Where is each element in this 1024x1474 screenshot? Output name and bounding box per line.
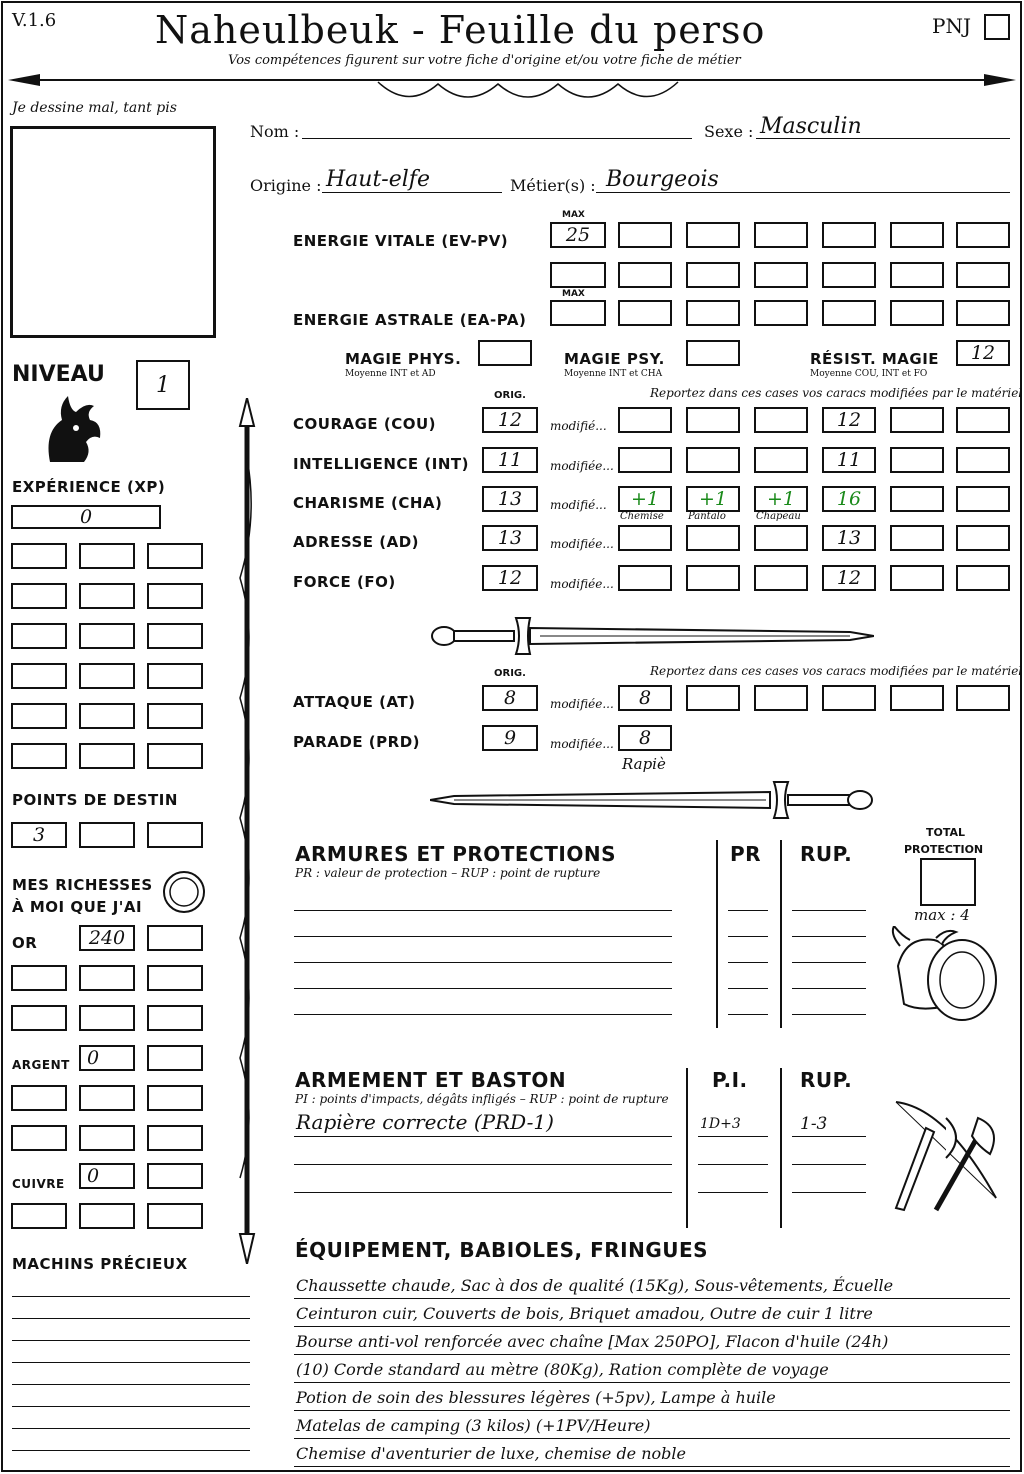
stat-modif-label: modifié...: [550, 498, 607, 512]
armor-rup-line[interactable]: [792, 1014, 866, 1015]
stat-orig-value: 12: [497, 567, 523, 589]
combat-cell-value: [824, 687, 874, 709]
resist-magie-value: 12: [970, 342, 996, 364]
ev-label: ENERGIE VITALE (EV-PV): [293, 232, 509, 250]
combat-cell[interactable]: [754, 685, 808, 711]
stats-report-note: Reportez dans ces cases vos caracs modifiées par le matériel: [650, 386, 1023, 400]
cuivre-value: 0: [87, 1165, 100, 1187]
machins-line[interactable]: [12, 1296, 250, 1297]
magie-phys-value: [480, 342, 530, 364]
argent-value: 0: [87, 1047, 100, 1069]
stat-cell[interactable]: [618, 407, 672, 433]
machins-line[interactable]: [12, 1406, 250, 1407]
ea-box-4[interactable]: [822, 300, 876, 326]
money-box[interactable]: [11, 1125, 67, 1151]
niveau-value: 1: [156, 372, 170, 398]
resist-magie-label: RÉSIST. MAGIE: [810, 350, 940, 368]
equip-line-text: Ceinturon cuir, Couverts de bois, Briquet amadou, Outre de cuir 1 litre: [296, 1304, 873, 1323]
stat-cell[interactable]: [754, 486, 808, 512]
portrait-caption: Je dessine mal, tant pis: [12, 100, 177, 116]
argent-box[interactable]: [79, 1045, 135, 1071]
argent-label: ARGENT: [12, 1058, 70, 1072]
money-box[interactable]: [147, 1203, 203, 1229]
armor-pr-line[interactable]: [728, 910, 768, 911]
weapons-title: ARMEMENT ET BASTON: [295, 1068, 567, 1092]
combat-cell[interactable]: [618, 685, 672, 711]
total-label-1: TOTAL: [926, 826, 966, 839]
money-box[interactable]: [147, 1125, 203, 1151]
origine-label: Origine :: [250, 176, 322, 195]
money-box[interactable]: [79, 1203, 135, 1229]
money-box[interactable]: [11, 1203, 67, 1229]
total-protection-box[interactable]: [920, 858, 976, 906]
pnj-checkbox[interactable]: [984, 14, 1010, 40]
weapons-divider-1: [686, 1068, 688, 1228]
or-box-2[interactable]: [147, 925, 203, 951]
sheet-subtitle: Vos compétences figurent sur votre fiche d'origine et/ou votre fiche de métier: [228, 53, 741, 68]
stat-cell-value: [688, 527, 738, 549]
armor-pr-label: PR: [730, 842, 762, 866]
combat-label: ATTAQUE (AT): [293, 693, 416, 711]
machins-line[interactable]: [12, 1340, 250, 1341]
magie-psy-value: [688, 342, 738, 364]
stat-orig-value: 13: [497, 527, 523, 549]
ev-box-5[interactable]: [890, 222, 944, 248]
weapon-rup: 1-3: [800, 1114, 828, 1134]
ea-box-5[interactable]: [890, 300, 944, 326]
weapon-name-line[interactable]: [294, 1136, 672, 1137]
stat-cell[interactable]: [956, 486, 1010, 512]
combat-label: PARADE (PRD): [293, 733, 421, 751]
equip-line[interactable]: [294, 1410, 1010, 1411]
magie-psy-note: Moyenne INT et CHA: [564, 369, 663, 379]
pnj-label: PNJ: [932, 14, 971, 38]
armor-divider-2: [780, 840, 782, 1028]
stat-cell[interactable]: [686, 565, 740, 591]
ev-extra-box-6[interactable]: [956, 262, 1010, 288]
xp-box[interactable]: [11, 583, 67, 609]
prd-note: Rapiè: [622, 755, 666, 773]
money-box[interactable]: [79, 1085, 135, 1111]
stat-orig-box[interactable]: [482, 525, 538, 551]
xp-box[interactable]: [147, 703, 203, 729]
money-box[interactable]: [147, 1085, 203, 1111]
stats-orig-label: ORIG.: [494, 390, 526, 401]
machins-line[interactable]: [12, 1362, 250, 1363]
money-box[interactable]: [11, 965, 67, 991]
weapons-divider-2: [780, 1068, 782, 1228]
stat-cell-value: [688, 449, 738, 471]
sexe-label: Sexe :: [704, 122, 754, 141]
magie-psy-box[interactable]: [686, 340, 740, 366]
armor-pr-line[interactable]: [728, 936, 768, 937]
money-box[interactable]: [147, 965, 203, 991]
combat-orig-value: 9: [503, 727, 517, 749]
combat-cell-value: 8: [638, 687, 652, 709]
stat-modif-label: modifié...: [550, 419, 607, 433]
stat-cell-value: 12: [836, 567, 862, 589]
weapons-pi-label: P.I.: [712, 1068, 748, 1092]
resist-magie-box[interactable]: [956, 340, 1010, 366]
stat-cell[interactable]: [686, 486, 740, 512]
sword-illustration: [430, 612, 874, 658]
combat-cell[interactable]: [890, 685, 944, 711]
money-box[interactable]: [11, 1085, 67, 1111]
stat-cell-value: [892, 449, 942, 471]
sexe-value: Masculin: [760, 114, 862, 139]
ev-extra-box-1[interactable]: [618, 262, 672, 288]
stat-cell-value: 12: [836, 409, 862, 431]
xp-box[interactable]: [79, 743, 135, 769]
machins-line[interactable]: [12, 1428, 250, 1429]
armor-pr-line[interactable]: [728, 962, 768, 963]
nom-label: Nom :: [250, 122, 300, 141]
ea-box-1[interactable]: [618, 300, 672, 326]
equip-line[interactable]: [294, 1466, 1010, 1467]
ev-max-label: MAX: [562, 210, 585, 220]
version-label: V.1.6: [12, 10, 57, 31]
stat-orig-box[interactable]: [482, 407, 538, 433]
xp-box[interactable]: [11, 543, 67, 569]
armor-rup-line[interactable]: [792, 936, 866, 937]
portrait-box[interactable]: [10, 126, 216, 338]
metier-label: Métier(s) :: [510, 176, 596, 195]
combat-report-note: Reportez dans ces cases vos caracs modifiées par le matériel: [650, 664, 1023, 678]
stat-cell-value: [892, 409, 942, 431]
stat-cell[interactable]: [822, 565, 876, 591]
armor-rup-line[interactable]: [792, 910, 866, 911]
metier-field[interactable]: [596, 192, 1010, 193]
ev-box-4[interactable]: [822, 222, 876, 248]
stat-orig-value: 12: [497, 409, 523, 431]
stat-cell-value: [756, 449, 806, 471]
or-value: 240: [88, 927, 126, 949]
combat-cell[interactable]: [956, 685, 1010, 711]
stat-label: COURAGE (COU): [293, 415, 437, 433]
stat-cell[interactable]: [754, 447, 808, 473]
destin-box-3[interactable]: [147, 822, 203, 848]
stat-modif-label: modifiée...: [550, 537, 614, 551]
equip-line[interactable]: [294, 1354, 1010, 1355]
stat-cell[interactable]: [956, 407, 1010, 433]
cuivre-box[interactable]: [79, 1163, 135, 1189]
weapon-pi-line[interactable]: [698, 1164, 768, 1165]
ev-extra-box-2[interactable]: [686, 262, 740, 288]
stat-cell-value: [688, 567, 738, 589]
stat-cell[interactable]: [618, 565, 672, 591]
stat-cell[interactable]: [956, 525, 1010, 551]
stat-cell-value: [620, 449, 670, 471]
stat-cell[interactable]: [890, 447, 944, 473]
helmet-shield-icon: [890, 926, 1002, 1030]
stat-cell-value: [892, 488, 942, 510]
armor-rup-label: RUP.: [800, 842, 853, 866]
combat-orig-box[interactable]: [482, 685, 538, 711]
cuivre-box-2[interactable]: [147, 1163, 203, 1189]
stat-cell[interactable]: [618, 486, 672, 512]
xp-box[interactable]: [11, 703, 67, 729]
stat-cell-value: [958, 409, 1008, 431]
ev-box-6[interactable]: [956, 222, 1010, 248]
machins-line[interactable]: [12, 1450, 250, 1451]
ev-max-box[interactable]: [550, 222, 606, 248]
machins-line[interactable]: [12, 1384, 250, 1385]
armor-pr-line[interactable]: [728, 988, 768, 989]
destin-label: POINTS DE DESTIN: [12, 791, 178, 809]
stat-cell-value: [958, 527, 1008, 549]
ea-box-6[interactable]: [956, 300, 1010, 326]
xp-value: 0: [79, 506, 93, 528]
stat-cell[interactable]: [890, 486, 944, 512]
stat-cell-value: [958, 488, 1008, 510]
sheet-title: Naheulbeuk - Feuille du perso: [155, 8, 766, 52]
weapon-rup-line[interactable]: [792, 1136, 866, 1137]
richesses-label-1: MES RICHESSES: [12, 876, 153, 894]
equip-line[interactable]: [294, 1382, 1010, 1383]
stat-cell[interactable]: [686, 525, 740, 551]
equip-line-text: Potion de soin des blessures légères (+5pv), Lampe à huile: [296, 1388, 776, 1407]
stat-label: ADRESSE (AD): [293, 533, 420, 551]
stat-label: CHARISME (CHA): [293, 494, 443, 512]
equip-line[interactable]: [294, 1438, 1010, 1439]
resist-magie-note: Moyenne COU, INT et FO: [810, 369, 928, 379]
stat-cell-value: [892, 567, 942, 589]
machins-label: MACHINS PRÉCIEUX: [12, 1255, 188, 1273]
xp-box[interactable]: [147, 543, 203, 569]
weapon-name: Rapière correcte (PRD-1): [296, 1110, 554, 1134]
stat-cell[interactable]: [754, 525, 808, 551]
ea-label: ENERGIE ASTRALE (EA-PA): [293, 311, 527, 329]
stat-cell-value: 16: [836, 488, 862, 510]
stat-orig-box[interactable]: [482, 565, 538, 591]
vertical-spear: [232, 398, 262, 1264]
weapon-rup-line[interactable]: [792, 1164, 866, 1165]
ea-max-label: MAX: [562, 289, 585, 299]
stat-cell-value: [620, 567, 670, 589]
ea-box-3[interactable]: [754, 300, 808, 326]
stat-cell[interactable]: [686, 447, 740, 473]
stat-cell-value: [892, 527, 942, 549]
ev-extra-box-5[interactable]: [890, 262, 944, 288]
weapon-rup-line[interactable]: [792, 1192, 866, 1193]
stat-cell-value: +1: [630, 488, 659, 510]
or-label: OR: [12, 934, 38, 952]
armor-rup-line[interactable]: [792, 962, 866, 963]
max-note: max : 4: [914, 906, 970, 924]
xp-box[interactable]: [11, 743, 67, 769]
equipment-title: ÉQUIPEMENT, BABIOLES, FRINGUES: [295, 1238, 709, 1262]
total-protection-value: [922, 860, 974, 904]
combat-cell-value: [958, 687, 1008, 709]
stat-cell[interactable]: [686, 407, 740, 433]
stat-cell-value: [958, 449, 1008, 471]
metier-value: Bourgeois: [606, 167, 719, 192]
stat-orig-box[interactable]: [482, 486, 538, 512]
stat-cell[interactable]: [890, 525, 944, 551]
xp-box[interactable]: [79, 583, 135, 609]
cuivre-label: CUIVRE: [12, 1177, 65, 1191]
cha-note: Chapeau: [756, 511, 801, 522]
weapons-icon: [886, 1098, 1006, 1214]
combat-modif-label: modifiée...: [550, 737, 614, 751]
magie-psy-label: MAGIE PSY.: [564, 350, 665, 368]
stat-cell-value: [688, 409, 738, 431]
armor-name-line[interactable]: [294, 936, 672, 937]
weapon-name-line[interactable]: [294, 1192, 672, 1193]
equip-line-text: Chaussette chaude, Sac à dos de qualité (15Kg), Sous-vêtements, Écuelle: [296, 1276, 894, 1295]
combat-cell-value: [892, 687, 942, 709]
armor-pr-line[interactable]: [728, 1014, 768, 1015]
armor-name-line[interactable]: [294, 1014, 672, 1015]
combat-cell[interactable]: [822, 685, 876, 711]
niveau-label: NIVEAU: [12, 362, 105, 387]
stat-modif-label: modifiée...: [550, 577, 614, 591]
combat-orig-box[interactable]: [482, 725, 538, 751]
weapon-name-line[interactable]: [294, 1164, 672, 1165]
sword-illustration-2: [430, 778, 874, 824]
combat-orig-label: ORIG.: [494, 668, 526, 679]
combat-cell-value: [756, 687, 806, 709]
weapon-pi: 1D+3: [700, 1116, 741, 1132]
equip-line-text: (10) Corde standard au mètre (80Kg), Ration complète de voyage: [296, 1360, 829, 1379]
machins-line[interactable]: [12, 1318, 250, 1319]
ev-box-3[interactable]: [754, 222, 808, 248]
cha-note: Chemise: [620, 511, 664, 522]
magie-phys-note: Moyenne INT et AD: [345, 369, 436, 379]
xp-box[interactable]: [147, 623, 203, 649]
origine-field[interactable]: [322, 192, 502, 193]
combat-orig-value: 8: [503, 687, 517, 709]
stat-cell-value: [756, 567, 806, 589]
combat-cell[interactable]: [686, 685, 740, 711]
stat-modif-label: modifiée...: [550, 459, 614, 473]
ev-extra-box-0[interactable]: [550, 262, 606, 288]
xp-box[interactable]: [79, 623, 135, 649]
equip-line[interactable]: [294, 1326, 1010, 1327]
stat-cell[interactable]: [822, 407, 876, 433]
destin-box-1[interactable]: [11, 822, 67, 848]
ev-box-2[interactable]: [686, 222, 740, 248]
stat-cell[interactable]: [956, 565, 1010, 591]
weapon-pi-line[interactable]: [698, 1192, 768, 1193]
magie-phys-box[interactable]: [478, 340, 532, 366]
money-box[interactable]: [147, 1005, 203, 1031]
niveau-box[interactable]: [136, 360, 190, 410]
stat-cell-value: +1: [766, 488, 795, 510]
stat-cell[interactable]: [618, 525, 672, 551]
stat-cell[interactable]: [956, 447, 1010, 473]
combat-cell-value: 8: [638, 727, 652, 749]
stat-label: FORCE (FO): [293, 573, 396, 591]
xp-box[interactable]: [11, 623, 67, 649]
ev-max-value: 25: [565, 224, 591, 246]
xp-box[interactable]: [79, 543, 135, 569]
stat-cell[interactable]: [754, 565, 808, 591]
xp-box[interactable]: [147, 743, 203, 769]
money-box[interactable]: [11, 1005, 67, 1031]
xp-box[interactable]: [11, 663, 67, 689]
ev-extra-box-3[interactable]: [754, 262, 808, 288]
equip-line-text: Bourse anti-vol renforcée avec chaîne [Max 250PO], Flacon d'huile (24h): [296, 1332, 889, 1351]
equip-line-text: Matelas de camping (3 kilos) (+1PV/Heure): [296, 1416, 651, 1435]
weapon-pi-line[interactable]: [698, 1136, 768, 1137]
stat-cell[interactable]: [890, 565, 944, 591]
richesses-label-2: À MOI QUE J'AI: [12, 898, 143, 916]
argent-box-2[interactable]: [147, 1045, 203, 1071]
stat-cell-value: 13: [836, 527, 862, 549]
armor-name-line[interactable]: [294, 962, 672, 963]
weapons-note: PI : points d'impacts, dégâts infligés – RUP : point de rupture: [295, 1092, 669, 1106]
stat-cell[interactable]: [890, 407, 944, 433]
armor-note: PR : valeur de protection – RUP : point de rupture: [295, 866, 601, 880]
destin-box-2[interactable]: [79, 822, 135, 848]
money-box[interactable]: [79, 1005, 135, 1031]
stat-cell-value: [756, 409, 806, 431]
stat-cell-value: [620, 527, 670, 549]
ea-max-box[interactable]: [550, 300, 606, 326]
stat-cell-value: 11: [836, 449, 862, 471]
armor-title: ARMURES ET PROTECTIONS: [295, 842, 616, 866]
stat-cell-value: [620, 409, 670, 431]
ea-box-2[interactable]: [686, 300, 740, 326]
ea-max-value: [552, 302, 604, 324]
stat-cell-value: [958, 567, 1008, 589]
combat-cell-value: [688, 687, 738, 709]
combat-modif-label: modifiée...: [550, 697, 614, 711]
dragon-icon: [40, 392, 104, 464]
stat-cell[interactable]: [618, 447, 672, 473]
money-box[interactable]: [79, 1125, 135, 1151]
xp-box[interactable]: [11, 505, 161, 529]
xp-box[interactable]: [147, 663, 203, 689]
money-box[interactable]: [79, 965, 135, 991]
stat-cell-value: +1: [698, 488, 727, 510]
xp-box[interactable]: [147, 583, 203, 609]
ev-box-1[interactable]: [618, 222, 672, 248]
stat-cell-value: [756, 527, 806, 549]
xp-box[interactable]: [79, 663, 135, 689]
ev-extra-box-4[interactable]: [822, 262, 876, 288]
xp-label: EXPÉRIENCE (XP): [12, 478, 166, 496]
magie-phys-label: MAGIE PHYS.: [345, 350, 462, 368]
armor-divider-1: [716, 840, 718, 1028]
stat-cell[interactable]: [754, 407, 808, 433]
stat-cell[interactable]: [822, 525, 876, 551]
origine-value: Haut-elfe: [326, 167, 430, 192]
armor-name-line[interactable]: [294, 910, 672, 911]
nom-field[interactable]: [302, 138, 692, 139]
armor-rup-line[interactable]: [792, 988, 866, 989]
armor-name-line[interactable]: [294, 988, 672, 989]
cha-note: Pantalo: [688, 511, 726, 522]
stat-cell[interactable]: [822, 447, 876, 473]
xp-box[interactable]: [79, 703, 135, 729]
or-box[interactable]: [79, 925, 135, 951]
equip-line[interactable]: [294, 1298, 1010, 1299]
stat-orig-box[interactable]: [482, 447, 538, 473]
stat-label: INTELLIGENCE (INT): [293, 455, 469, 473]
stat-orig-value: 13: [497, 488, 523, 510]
weapons-rup-label: RUP.: [800, 1068, 853, 1092]
equip-line-text: Chemise d'aventurier de luxe, chemise de noble: [296, 1444, 686, 1463]
total-label-2: PROTECTION: [904, 843, 984, 856]
coin-icon: [162, 870, 206, 914]
combat-cell[interactable]: [618, 725, 672, 751]
stat-orig-value: 11: [497, 449, 523, 471]
stat-cell[interactable]: [822, 486, 876, 512]
destin-value: 3: [32, 824, 46, 846]
